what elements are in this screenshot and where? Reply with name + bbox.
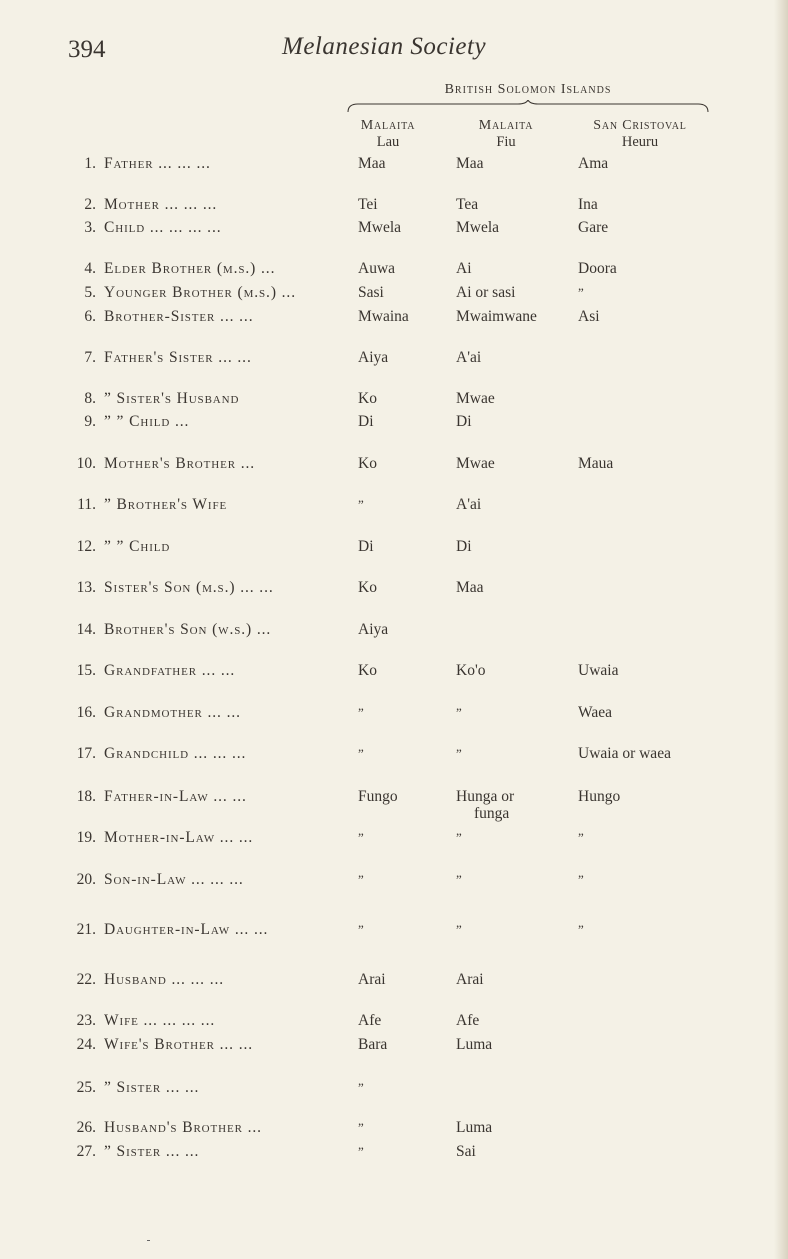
table-row	[0, 869, 788, 891]
malaita-lau-value: Aiya	[358, 621, 389, 638]
malaita-fiu-value: Luma	[456, 1119, 493, 1136]
san-cristoval-heuru-value: Ina	[578, 196, 598, 213]
page-mark	[147, 1240, 150, 1241]
kin-term: Wife's Brother ... ...	[104, 1036, 254, 1053]
table-row	[0, 1010, 788, 1032]
kin-term: ” Sister ... ...	[104, 1143, 200, 1160]
malaita-fiu-value: Arai	[456, 971, 484, 988]
kin-term: Younger Brother (m.s.) ...	[104, 284, 296, 301]
malaita-lau-value: Ko	[358, 662, 377, 679]
kin-term: Wife ... ... ... ...	[104, 1012, 216, 1029]
kin-term: Grandfather ... ...	[104, 662, 236, 679]
malaita-fiu-value: Di	[456, 413, 472, 430]
row-number: 2.	[84, 196, 96, 213]
column-sub: Heuru	[621, 134, 659, 150]
san-cristoval-heuru-value: Hungo	[578, 788, 621, 805]
kin-term: ” ” Child ...	[104, 413, 190, 430]
row-number: 7.	[84, 349, 96, 366]
malaita-fiu-value: Mwela	[456, 219, 500, 236]
san-cristoval-heuru-value: Ama	[578, 155, 609, 172]
table-row	[0, 1034, 788, 1056]
malaita-lau-value: ”	[358, 705, 364, 720]
malaita-lau-value: Auwa	[358, 260, 396, 277]
malaita-fiu-value: ”	[456, 830, 462, 845]
table-row	[0, 217, 788, 239]
malaita-fiu-value: Afe	[456, 1012, 480, 1029]
kin-term: Father ... ... ...	[104, 155, 211, 172]
kin-term: Husband's Brother ...	[104, 1119, 262, 1136]
malaita-lau-value: Mwela	[358, 219, 402, 236]
table-row	[0, 453, 788, 475]
table-row	[0, 1141, 788, 1163]
kin-term: ” Sister ... ...	[104, 1079, 200, 1096]
san-cristoval-heuru-value: ”	[578, 922, 584, 937]
row-number: 4.	[84, 260, 96, 277]
table-row	[0, 306, 788, 328]
page-number: 394	[68, 36, 106, 63]
row-number: 23.	[76, 1012, 96, 1029]
malaita-fiu-value: A'ai	[456, 496, 482, 513]
kin-term: Father-in-Law ... ...	[104, 788, 247, 805]
table-row	[0, 702, 788, 724]
malaita-fiu-value: Mwaimwane	[456, 308, 537, 325]
table-row	[0, 969, 788, 991]
malaita-lau-value: Mwaina	[358, 308, 409, 325]
san-cristoval-heuru-value: Gare	[578, 219, 609, 236]
row-number: 3.	[84, 219, 96, 236]
row-number: 19.	[76, 829, 96, 846]
san-cristoval-heuru-value: Maua	[578, 455, 614, 472]
san-cristoval-heuru-value: ”	[578, 830, 584, 845]
kin-term: Elder Brother (m.s.) ...	[104, 260, 276, 277]
kin-term: Brother-Sister ... ...	[104, 308, 254, 325]
row-number: 1.	[84, 155, 96, 172]
table-row	[0, 282, 788, 304]
malaita-lau-value: Aiya	[358, 349, 389, 366]
table-row	[0, 743, 788, 765]
malaita-fiu-value: Tea	[456, 196, 479, 213]
column-header-malaita-lau	[348, 117, 428, 151]
san-cristoval-heuru-value: ”	[578, 872, 584, 887]
malaita-fiu-value: Hunga or	[456, 788, 515, 805]
table-row	[0, 258, 788, 280]
malaita-fiu-value: Mwae	[456, 455, 495, 472]
table-row	[0, 1117, 788, 1139]
malaita-lau-value: ”	[358, 872, 364, 887]
table-row	[0, 411, 788, 433]
malaita-lau-value: ”	[358, 922, 364, 937]
kin-term: Grandmother ... ...	[104, 704, 241, 721]
column-header-malaita-fiu	[458, 117, 554, 151]
kin-term: Mother-in-Law ... ...	[104, 829, 254, 846]
row-number: 24.	[76, 1036, 96, 1053]
table-row	[0, 660, 788, 682]
column-name: San Cristoval	[593, 118, 687, 133]
malaita-lau-value: Bara	[358, 1036, 388, 1053]
san-cristoval-heuru-value: Asi	[578, 308, 600, 325]
malaita-fiu-value: Ai or sasi	[456, 284, 516, 301]
row-number: 8.	[84, 390, 96, 407]
row-number: 16.	[76, 704, 96, 721]
malaita-fiu-value: Sai	[456, 1143, 476, 1160]
column-sub: Lau	[376, 134, 400, 150]
kin-term: ” ” Child	[104, 538, 171, 555]
column-name: Malaita	[360, 118, 416, 133]
kin-term: Sister's Son (m.s.) ... ...	[104, 579, 274, 596]
malaita-fiu-value: Ai	[456, 260, 472, 277]
malaita-lau-value: ”	[358, 1120, 364, 1135]
malaita-fiu-value: ”	[456, 746, 462, 761]
malaita-fiu-value: Luma	[456, 1036, 493, 1053]
column-header-san-cristoval-heuru	[570, 117, 710, 151]
kin-term: ” Brother's Wife	[104, 496, 228, 513]
malaita-lau-value: ”	[358, 830, 364, 845]
row-number: 15.	[76, 662, 96, 679]
malaita-fiu-value: Di	[456, 538, 472, 555]
kin-term: Child ... ... ... ...	[104, 219, 222, 236]
row-number: 25.	[76, 1079, 96, 1096]
kin-term: Mother's Brother ...	[104, 455, 256, 472]
malaita-lau-value: Maa	[358, 155, 386, 172]
malaita-lau-value: ”	[358, 497, 364, 512]
row-number: 18.	[76, 788, 96, 805]
malaita-fiu-value: Ko'o	[456, 662, 486, 679]
table-row	[0, 577, 788, 599]
san-cristoval-heuru-value: Uwaia or waea	[578, 745, 671, 762]
row-number: 26.	[76, 1119, 96, 1136]
san-cristoval-heuru-value: Uwaia	[578, 662, 619, 679]
kin-term: ” Sister's Husband	[104, 390, 240, 407]
row-number: 12.	[76, 538, 96, 555]
malaita-lau-value: Di	[358, 413, 374, 430]
malaita-lau-value: Ko	[358, 455, 377, 472]
row-number: 14.	[76, 621, 96, 638]
table-row	[0, 919, 788, 941]
malaita-fiu-value-continued: funga	[474, 805, 510, 822]
kin-term: Daughter-in-Law ... ...	[104, 921, 269, 938]
page-title: Melanesian Society	[282, 33, 487, 60]
header-brace	[346, 100, 710, 114]
malaita-lau-value: Di	[358, 538, 374, 555]
kin-term: Son-in-Law ... ... ...	[104, 871, 244, 888]
row-number: 13.	[76, 579, 96, 596]
row-number: 6.	[84, 308, 96, 325]
row-number: 5.	[84, 284, 96, 301]
kin-term: Husband ... ... ...	[104, 971, 225, 988]
row-number: 10.	[76, 455, 96, 472]
malaita-lau-value: Ko	[358, 390, 377, 407]
row-number: 20.	[76, 871, 96, 888]
kin-term: Brother's Son (w.s.) ...	[104, 621, 272, 638]
table-row	[0, 786, 788, 822]
row-number: 22.	[76, 971, 96, 988]
malaita-lau-value: Sasi	[358, 284, 384, 301]
malaita-lau-value: ”	[358, 746, 364, 761]
table-row	[0, 347, 788, 369]
table-row	[0, 194, 788, 216]
kin-term: Grandchild ... ... ...	[104, 745, 247, 762]
malaita-fiu-value: ”	[456, 705, 462, 720]
san-cristoval-heuru-value: Waea	[578, 704, 613, 721]
malaita-fiu-value: ”	[456, 872, 462, 887]
row-number: 27.	[76, 1143, 96, 1160]
malaita-lau-value: Ko	[358, 579, 377, 596]
malaita-lau-value: Tei	[358, 196, 378, 213]
malaita-fiu-value: A'ai	[456, 349, 482, 366]
malaita-lau-value: Afe	[358, 1012, 382, 1029]
san-cristoval-heuru-value: Doora	[578, 260, 617, 277]
malaita-lau-value: ”	[358, 1144, 364, 1159]
malaita-fiu-value: Mwae	[456, 390, 495, 407]
table-row	[0, 1077, 788, 1099]
malaita-fiu-value: ”	[456, 922, 462, 937]
table-row	[0, 388, 788, 410]
malaita-fiu-value: Maa	[456, 155, 484, 172]
malaita-fiu-value: Maa	[456, 579, 484, 596]
row-number: 21.	[76, 921, 96, 938]
row-number: 9.	[84, 413, 96, 430]
column-name: Malaita	[478, 118, 534, 133]
malaita-lau-value: ”	[358, 1080, 364, 1095]
san-cristoval-heuru-value: ”	[578, 285, 584, 300]
row-number: 11.	[77, 496, 96, 513]
kin-term: Father's Sister ... ...	[104, 349, 252, 366]
table-row	[0, 153, 788, 175]
table-row	[0, 536, 788, 558]
row-number: 17.	[76, 745, 96, 762]
group-header: British Solomon Islands	[444, 82, 612, 97]
malaita-lau-value: Fungo	[358, 788, 398, 805]
table-row	[0, 494, 788, 516]
table-row	[0, 827, 788, 849]
kin-term: Mother ... ... ...	[104, 196, 218, 213]
malaita-lau-value: Arai	[358, 971, 386, 988]
column-sub: Fiu	[496, 134, 516, 150]
table-row	[0, 619, 788, 641]
